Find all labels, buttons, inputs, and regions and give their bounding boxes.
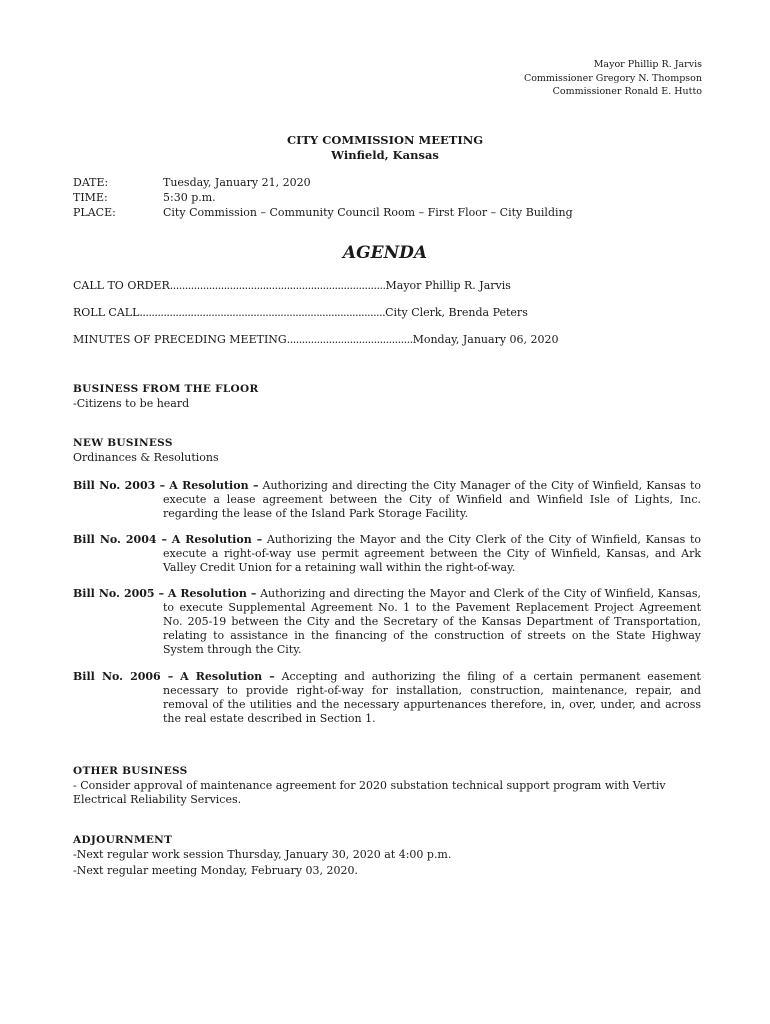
time-row <box>73 190 573 205</box>
roll-call-value: City Clerk, Brenda Peters <box>385 306 528 319</box>
minutes-dots: .......................................... <box>286 333 413 346</box>
bill-2005-number: Bill No. 2005 – <box>73 587 165 600</box>
call-to-order-line <box>73 279 511 292</box>
roll-call-dots: .................................................................................. <box>139 306 386 319</box>
business-floor-heading: BUSINESS FROM THE FLOOR <box>73 383 259 395</box>
meeting-header <box>0 133 770 163</box>
call-to-order-value: Mayor Phillip R. Jarvis <box>385 279 511 292</box>
bill-2006-kind: A Resolution – <box>180 670 275 683</box>
agenda-title: AGENDA <box>342 243 428 263</box>
officials-list <box>524 58 702 99</box>
new-business-subheading: Ordinances & Resolutions <box>73 451 219 464</box>
minutes-value: Monday, January 06, 2020 <box>412 333 559 346</box>
bill-2005-text: Authorizing and directing the Mayor and Clerk of the City of Winfield, Kansas, to execute Supplemental Agreement No. 1 to the Pavement Replacement Project Agreement No. 205-19 between the City and the Secretary of the Kansas Department of Transportation, relating to assistance in the financing of the construction of streets on the State Highway System through the City. <box>163 587 702 656</box>
business-floor-text: -Citizens to be heard <box>73 397 190 410</box>
bill-2003-number: Bill No. 2003 – <box>73 479 166 492</box>
meeting-location: Winfield, Kansas <box>331 148 439 162</box>
bill-2006 <box>73 670 701 726</box>
bill-2006-text: Accepting and authorizing the filing of a certain permanent easement necessary to provide right-of-way for installation, construction, maintenance, repair, and removal of the utilities and the necessary appurtenances therefore, in, over, under, and across the real estate described in Section 1. <box>163 670 701 725</box>
bill-2005-kind: A Resolution – <box>167 587 257 600</box>
place-value: City Commission – Community Council Room – First Floor – City Building <box>163 206 573 219</box>
bill-2003 <box>73 479 701 521</box>
other-business-line1: - Consider approval of maintenance agreement for 2020 substation technical support program with Vertiv <box>73 779 666 792</box>
meeting-info <box>73 175 573 220</box>
bill-2004-number: Bill No. 2004 – <box>73 533 168 546</box>
minutes-label: MINUTES OF PRECEDING MEETING <box>73 333 287 346</box>
bill-2003-text: Authorizing and directing the City Manager of the City of Winfield, Kansas to execute a lease agreement between the City of Winfield and Winfield Isle of Lights, Inc. regarding the lease of the Island Park Storage Facility. <box>163 479 701 520</box>
adjournment-heading: ADJOURNMENT <box>73 834 173 846</box>
bill-2005 <box>73 587 701 657</box>
bill-2006-number: Bill No. 2006 – <box>73 670 174 683</box>
bill-2004 <box>73 533 701 575</box>
date-row <box>73 175 573 190</box>
bill-2003-kind: A Resolution – <box>169 479 259 492</box>
place-label: PLACE: <box>73 206 116 219</box>
roll-call-line <box>73 306 528 319</box>
minutes-line <box>73 333 559 346</box>
date-value: Tuesday, January 21, 2020 <box>163 176 311 189</box>
other-business-line2: Electrical Reliability Services. <box>73 793 242 806</box>
meeting-title: CITY COMMISSION MEETING <box>286 133 484 147</box>
official-commissioner-2: Commissioner Ronald E. Hutto <box>552 86 702 97</box>
official-mayor: Mayor Phillip R. Jarvis <box>593 59 702 70</box>
call-to-order-dots: ........................................................................ <box>169 279 386 292</box>
date-label: DATE: <box>73 176 109 189</box>
call-to-order-label: CALL TO ORDER <box>73 279 170 292</box>
time-label: TIME: <box>73 191 108 204</box>
adjournment-line2: -Next regular meeting Monday, February 03, 2020. <box>73 864 358 877</box>
adjournment-line1: -Next regular work session Thursday, January 30, 2020 at 4:00 p.m. <box>73 848 452 861</box>
time-value: 5:30 p.m. <box>163 191 216 204</box>
other-business-heading: OTHER BUSINESS <box>73 765 188 777</box>
place-row <box>73 205 573 220</box>
new-business-heading: NEW BUSINESS <box>73 437 173 449</box>
official-commissioner-1: Commissioner Gregory N. Thompson <box>523 72 702 84</box>
roll-call-label: ROLL CALL <box>73 306 140 319</box>
bill-2004-kind: A Resolution – <box>171 533 263 546</box>
bill-2004-text: Authorizing the Mayor and the City Clerk of the City of Winfield, Kansas to execute a right-of-way use permit agreement between the City of Winfield, Kansas, and Ark Valley Credit Union for a retaining wall within the right-of-way. <box>163 533 701 574</box>
